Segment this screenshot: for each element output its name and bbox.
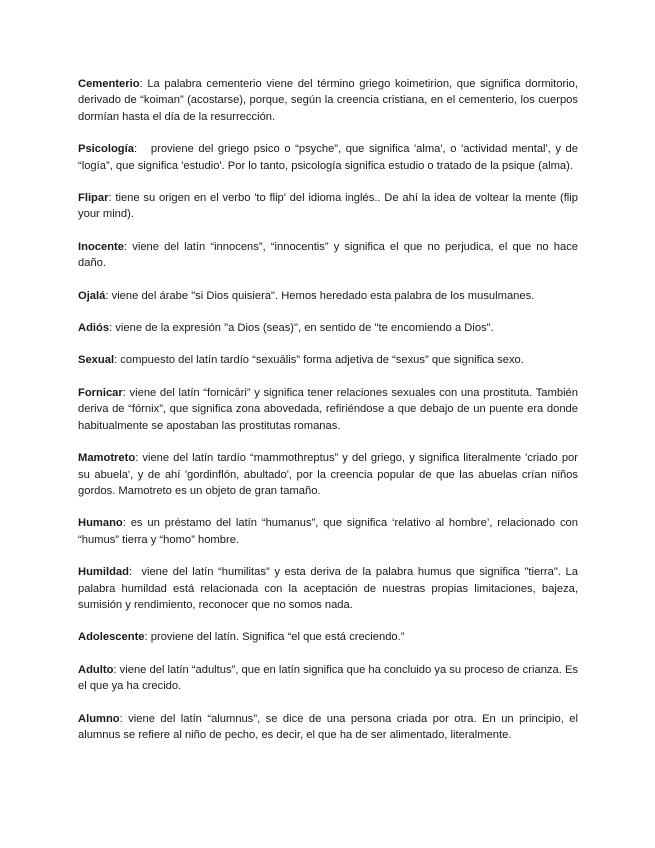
entry-definition: viene del latín “humilitas” y esta deriva de la palabra humus que significa "tierra". La palabra humildad está relacionada con la aceptación de nuestras propias limitaciones, bajeza, sumisión y rendimiento, reconocer que no somos nada. xyxy=(78,566,579,611)
entry-term: Psicología xyxy=(78,143,134,156)
entry-definition: viene del latín “adultus”, que en latín significa que ha concluido ya su proceso de crianza. Es el que ya ha crecido. xyxy=(78,663,578,693)
entry-humildad xyxy=(78,564,578,613)
entry-psicologia xyxy=(78,141,578,174)
entry-adolescente xyxy=(78,629,578,645)
entry-fornicar xyxy=(78,385,578,434)
entry-ojala xyxy=(78,288,578,304)
entry-definition: viene del latín “innocens”, “innocentis” y significa el que no perjudica, el que no hace daño. xyxy=(78,240,579,270)
entry-term: Mamotreto xyxy=(78,452,136,465)
entry-definition: proviene del griego psico o “psyche”, que significa 'alma', o 'actividad mental', y de “logía”, que significa 'estudio'. Por lo tanto, psicología significa estudio o tratado de la psique (alma). xyxy=(78,143,579,172)
entry-separator: : xyxy=(109,322,116,335)
entry-adulto xyxy=(78,662,578,695)
entry-separator: : xyxy=(139,78,148,90)
entry-definition: viene del árabe "si Dios quisiera". Hemos heredado esta palabra de los musulmanes. xyxy=(111,289,535,302)
entry-separator: : xyxy=(135,452,143,465)
entry-separator: : xyxy=(122,517,131,530)
entry-humano xyxy=(78,515,578,548)
entry-separator: : xyxy=(108,192,116,205)
entry-definition: viene del latín “fornicāri” y significa tener relaciones sexuales con una prostituta. También deriva de “fórnix”, que significa zona abovedada, refiriéndose a que debajo de un puente era donde habitualmente se apostaban las prostitutas romanas. xyxy=(78,386,578,432)
entry-term: Inocente xyxy=(78,240,125,253)
entry-term: Humildad xyxy=(78,566,129,579)
entry-definition: viene del latín tardío “mammothreptus” y del griego, y significa literalmente 'criado por su abuela', y de ahí 'gordinflón, abultado', por la creencia popular de que las abuelas crían niños gordos. Mamotreto es un objeto de gran tamaño. xyxy=(78,452,579,497)
entry-definition: compuesto del latín tardío “sexuālis” forma adjetiva de “sexus” que significa sexo. xyxy=(120,354,524,367)
entry-definition: viene del latín “alumnus”, se dice de una persona criada por otra. En un principio, el alumnus se refiere al niño de pecho, es decir, el que ha de ser alimentado, literalmente. xyxy=(78,712,578,741)
entry-adios xyxy=(78,320,578,336)
entry-inocente xyxy=(78,239,578,272)
entry-term: Adulto xyxy=(78,663,114,676)
entry-separator: : xyxy=(119,712,129,725)
entry-definition: proviene del latín. Significa “el que está creciendo.” xyxy=(150,631,405,644)
entry-alumno xyxy=(78,711,578,744)
entry-separator: : xyxy=(144,631,151,644)
entry-term: Adiós xyxy=(78,322,110,335)
entry-definition: viene de la expresión "a Dios (seas)", en sentido de "te encomiendo a Dios". xyxy=(115,322,494,335)
entry-term: Sexual xyxy=(78,354,115,367)
entry-flipar xyxy=(78,190,578,223)
entry-mamotreto xyxy=(78,450,578,499)
entry-term: Humano xyxy=(78,517,123,530)
entry-separator: : xyxy=(133,143,151,156)
entry-term: Adolescente xyxy=(78,631,145,644)
entry-term: Ojalá xyxy=(78,289,106,302)
entry-definition: tiene su origen en el verbo 'to flip' del idioma inglés.. De ahí la idea de voltear la mente (flip your mind). xyxy=(78,192,578,221)
entry-separator: : xyxy=(113,663,120,676)
entry-separator: : xyxy=(114,354,121,367)
document-page xyxy=(78,76,578,759)
entry-definition: La palabra cementerio viene del término griego koimetirion, que significa dormitorio, derivado de “koiman” (acostarse), porque, según la creencia cristiana, en el cementerio, los cuerpos dormían hasta el día de la resurrección. xyxy=(78,78,578,123)
entry-term: Alumno xyxy=(78,712,120,725)
entry-term: Flipar xyxy=(78,192,109,205)
entry-separator: : xyxy=(124,240,133,253)
entry-term: Fornicar xyxy=(78,386,123,399)
entry-cementerio xyxy=(78,76,578,125)
entry-separator: : xyxy=(122,386,130,399)
entry-separator: : xyxy=(128,566,142,579)
entry-definition: es un préstamo del latín “humanus”, que significa ‘relativo al hombre’, relacionado con “humus” tierra y “homo” hombre. xyxy=(78,517,579,546)
entry-term: Cementerio xyxy=(78,78,140,90)
entry-sexual xyxy=(78,352,578,368)
entry-separator: : xyxy=(105,289,112,302)
